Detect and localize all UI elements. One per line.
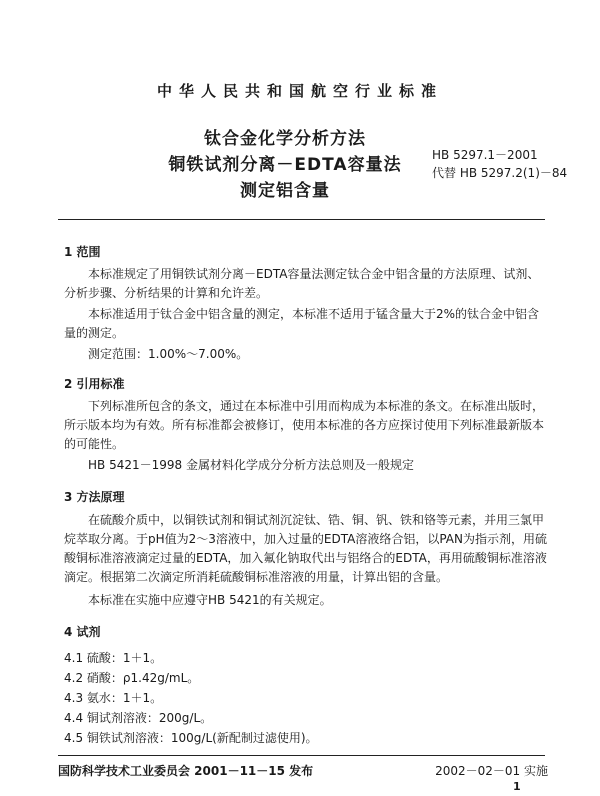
reagent-item: 4.2 硝酸：ρ1.42g/mL。 bbox=[64, 671, 200, 685]
reagent-item: 4.3 氨水：1＋1。 bbox=[64, 691, 163, 705]
section-2-referenced-standard: HB 5421－1998 金属材料化学成分分析方法总则及一般规定 bbox=[88, 458, 414, 472]
section-3-paragraph-1: 在硫酸介质中，以铜铁试剂和铜试剂沉淀钛、锆、铜、钒、铁和铬等元素，并用三氯甲烷萃取分离。于pH值为2～3溶液中，加入过量的EDTA溶液络合铝，以PAN为指示剂，用硫酸铜标准溶液滴定过量的EDTA，加入氟化钠取代出与铝络合的EDTA，再用硫酸铜标准溶液滴定。根据第二次滴定所消耗硫酸铜标准溶液的用量，计算出铝的含量。 bbox=[64, 513, 547, 584]
document-title-line-3: 测定铝含量 bbox=[240, 181, 330, 201]
reagent-item: 4.5 铜铁试剂溶液：100g/L(新配制过滤使用)。 bbox=[64, 731, 318, 745]
standard-category-title: 中华人民共和国航空行业标准 bbox=[156, 82, 443, 100]
reagent-item: 4.1 硫酸：1＋1。 bbox=[64, 651, 163, 665]
section-3-paragraph-2: 本标准在实施中应遵守HB 5421的有关规定。 bbox=[88, 593, 332, 607]
reagent-item: 4.4 铜试剂溶液：200g/L。 bbox=[64, 711, 213, 725]
replaces-standard: 代替 HB 5297.2(1)－84 bbox=[432, 166, 568, 180]
document-title-line-2: 铜铁试剂分离－EDTA容量法 bbox=[168, 155, 402, 175]
section-2-paragraph-1: 下列标准所包含的条文，通过在本标准中引用而构成为本标准的条文。在标准出版时，所示版本均为有效。所有标准都会被修订，使用本标准的各方应探讨使用下列标准最新版本的可能性。 bbox=[64, 399, 545, 451]
section-1-paragraph-2: 本标准适用于钛合金中铝含量的测定，本标准不适用于锰含量大于2%的钛合金中铝含量的测定。 bbox=[64, 307, 540, 340]
section-1-paragraph-3: 测定范围：1.00%～7.00%。 bbox=[88, 347, 249, 361]
section-1-paragraph-1: 本标准规定了用铜铁试剂分离－EDTA容量法测定钛合金中铝含量的方法原理、试剂、分析步骤、分析结果的计算和允许差。 bbox=[64, 267, 540, 300]
section-4-heading: 4 试剂 bbox=[64, 625, 101, 639]
section-1-heading: 1 范围 bbox=[64, 245, 101, 259]
section-3-heading: 3 方法原理 bbox=[64, 490, 125, 504]
footer-divider bbox=[58, 755, 545, 756]
standard-code: HB 5297.1－2001 bbox=[432, 148, 538, 162]
page-number: 1 bbox=[513, 780, 521, 793]
issuer-and-release-date: 国防科学技术工业委员会 2001－11－15 发布 bbox=[58, 764, 314, 778]
document-title-line-1: 钛合金化学分析方法 bbox=[204, 129, 366, 149]
header-divider bbox=[58, 219, 545, 220]
effective-date: 2002－02－01 实施 bbox=[435, 764, 548, 778]
section-2-heading: 2 引用标准 bbox=[64, 377, 125, 391]
